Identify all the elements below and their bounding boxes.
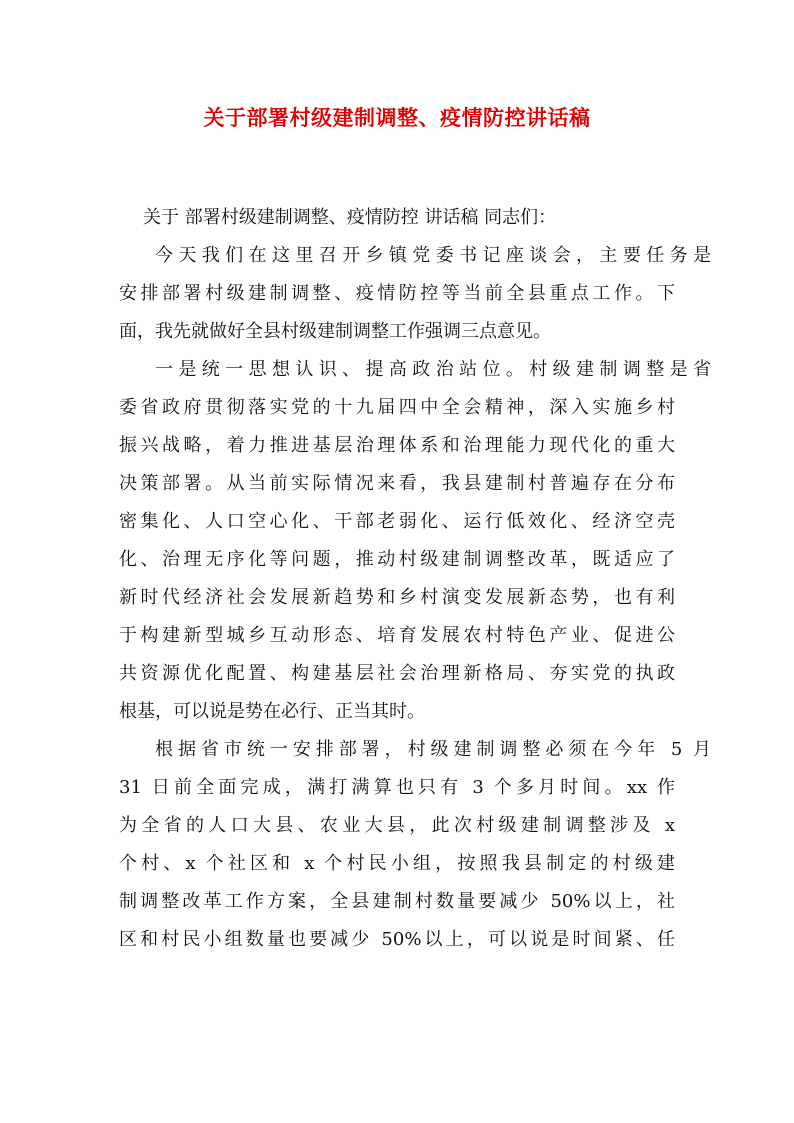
text-line: 委省政府贯彻落实党的十九届四中全会精神，深入实施乡村 <box>119 397 675 418</box>
text-line: 振兴战略，着力推进基层治理体系和治理能力现代化的重大 <box>119 435 675 456</box>
text-line: 今天我们在这里召开乡镇党委书记座谈会，主要任务是 <box>155 245 711 266</box>
text-line: 关于 部署村级建制调整、疫情防控 讲话稿 同志们： <box>143 207 557 228</box>
text-line: 为全省的人口大县、农业大县，此次村级建制调整涉及 x <box>119 815 675 836</box>
text-line: 于构建新型城乡互动形态、培育发展农村特色产业、促进公 <box>119 625 675 646</box>
text-line: 化、治理无序化等问题，推动村级建制调整改革，既适应了 <box>119 549 675 570</box>
text-line: 面，我先就做好全县村级建制调整工作强调三点意见。 <box>119 321 551 342</box>
text-line: 31 日前全面完成，满打满算也只有 3 个多月时间。xx 作 <box>119 777 675 798</box>
text-line: 共资源优化配置、构建基层社会治理新格局、夯实党的执政 <box>119 663 675 684</box>
text-line: 根据省市统一安排部署，村级建制调整必须在今年 5 月 <box>155 739 711 760</box>
text-line: 新时代经济社会发展新趋势和乡村演变发展新态势，也有利 <box>119 587 675 608</box>
text-line: 安排部署村级建制调整、疫情防控等当前全县重点工作。下 <box>119 283 675 304</box>
text-line: 制调整改革工作方案，全县建制村数量要减少 50%以上，社 <box>119 891 675 912</box>
text-line: 决策部署。从当前实际情况来看，我县建制村普遍存在分布 <box>119 473 675 494</box>
text-line: 一是统一思想认识、提高政治站位。村级建制调整是省 <box>155 359 711 380</box>
text-line: 个村、x 个社区和 x 个村民小组，按照我县制定的村级建 <box>119 853 675 874</box>
text-line: 密集化、人口空心化、干部老弱化、运行低效化、经济空壳 <box>119 511 675 532</box>
text-line: 区和村民小组数量也要减少 50%以上，可以说是时间紧、任 <box>119 929 675 950</box>
document-title: 关于部署村级建制调整、疫情防控讲话稿 <box>203 105 591 130</box>
text-line: 根基，可以说是势在必行、正当其时。 <box>119 701 425 722</box>
